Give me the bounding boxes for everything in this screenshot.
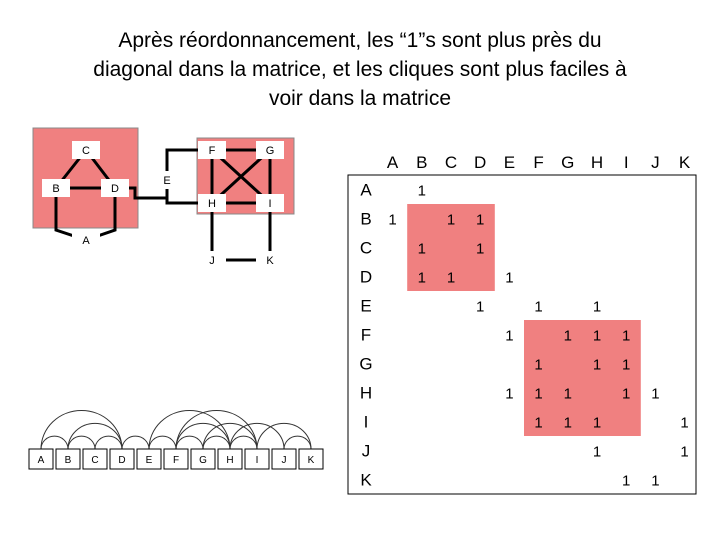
- cell-G-H: 1: [592, 356, 602, 374]
- cell-D-E: 1: [505, 269, 514, 287]
- arc-node-label-K: K: [307, 455, 315, 466]
- arc-node-label-C: C: [91, 455, 99, 466]
- row-label-J: J: [361, 441, 371, 461]
- node-label-H: H: [208, 198, 216, 210]
- cell-I-K: 1: [680, 414, 689, 432]
- title-line-3: voir dans la matrice: [268, 87, 452, 110]
- col-label-C: C: [444, 153, 458, 172]
- col-label-I: I: [623, 153, 629, 172]
- matrix-frame: [348, 175, 696, 494]
- cell-F-H: 1: [592, 327, 602, 345]
- cell-I-F: 1: [534, 414, 543, 432]
- node-label-K: K: [266, 255, 274, 267]
- node-label-D: D: [111, 183, 119, 195]
- arc-node-label-A: A: [37, 455, 45, 466]
- row-label-B: B: [360, 209, 372, 229]
- cell-G-F: 1: [534, 356, 543, 374]
- node-label-I: I: [268, 198, 272, 210]
- cell-E-D: 1: [476, 298, 485, 316]
- cell-A-B: 1: [417, 182, 426, 200]
- row-label-F: F: [360, 325, 372, 345]
- cell-E-H: 1: [592, 298, 602, 316]
- node-label-J: J: [209, 255, 215, 267]
- node-label-E: E: [163, 175, 171, 187]
- node-label-B: B: [52, 183, 60, 195]
- cell-B-A: 1: [388, 211, 397, 229]
- col-label-H: H: [590, 153, 604, 172]
- row-label-D: D: [359, 267, 373, 287]
- cell-C-B: 1: [417, 240, 426, 258]
- node-label-G: G: [265, 145, 275, 157]
- title-line-1: Après réordonnancement, les “1”s sont plus près du: [118, 29, 602, 52]
- col-label-A: A: [386, 153, 399, 172]
- cell-B-D: 1: [476, 211, 485, 229]
- cell-D-C: 1: [446, 269, 456, 287]
- cell-I-G: 1: [563, 414, 572, 432]
- cell-F-I: 1: [622, 327, 631, 345]
- cell-C-D: 1: [476, 240, 485, 258]
- col-label-B: B: [416, 153, 428, 172]
- cell-B-C: 1: [446, 211, 456, 229]
- cell-K-I: 1: [622, 472, 631, 490]
- cell-H-F: 1: [534, 385, 543, 403]
- cell-J-K: 1: [680, 443, 689, 461]
- cell-H-I: 1: [622, 385, 631, 403]
- cell-F-E: 1: [505, 327, 514, 345]
- cell-I-H: 1: [592, 414, 602, 432]
- row-label-E: E: [360, 296, 372, 316]
- col-label-G: G: [561, 153, 575, 172]
- arc-node-label-G: G: [199, 455, 207, 466]
- cell-E-F: 1: [534, 298, 543, 316]
- arc-node-label-E: E: [145, 455, 153, 466]
- arc-node-label-I: I: [255, 455, 259, 466]
- cell-G-I: 1: [622, 356, 631, 374]
- row-label-A: A: [360, 180, 372, 200]
- arc-node-label-D: D: [118, 455, 126, 466]
- arc-node-label-F: F: [172, 455, 180, 466]
- row-label-G: G: [359, 354, 373, 374]
- row-label-H: H: [359, 383, 373, 403]
- node-label-F: F: [208, 145, 216, 157]
- node-label-C: C: [82, 145, 90, 157]
- cell-F-G: 1: [563, 327, 572, 345]
- cell-K-J: 1: [651, 472, 660, 490]
- cell-H-G: 1: [563, 385, 572, 403]
- col-label-K: K: [678, 153, 691, 172]
- row-label-K: K: [360, 470, 372, 490]
- col-label-D: D: [474, 153, 487, 172]
- row-label-C: C: [359, 238, 373, 258]
- cell-D-B: 1: [417, 269, 426, 287]
- col-label-E: E: [503, 153, 516, 172]
- arc-node-label-J: J: [281, 455, 287, 466]
- arc-node-label-H: H: [226, 455, 234, 466]
- title-line-2: diagonal dans la matrice, et les cliques sont plus faciles à: [93, 58, 627, 81]
- cell-H-J: 1: [651, 385, 660, 403]
- arc-node-label-B: B: [64, 455, 72, 466]
- row-label-I: I: [363, 412, 369, 432]
- node-label-A: A: [82, 235, 90, 247]
- cell-J-H: 1: [592, 443, 602, 461]
- col-label-F: F: [533, 153, 544, 172]
- col-label-J: J: [651, 153, 660, 172]
- cell-H-E: 1: [505, 385, 514, 403]
